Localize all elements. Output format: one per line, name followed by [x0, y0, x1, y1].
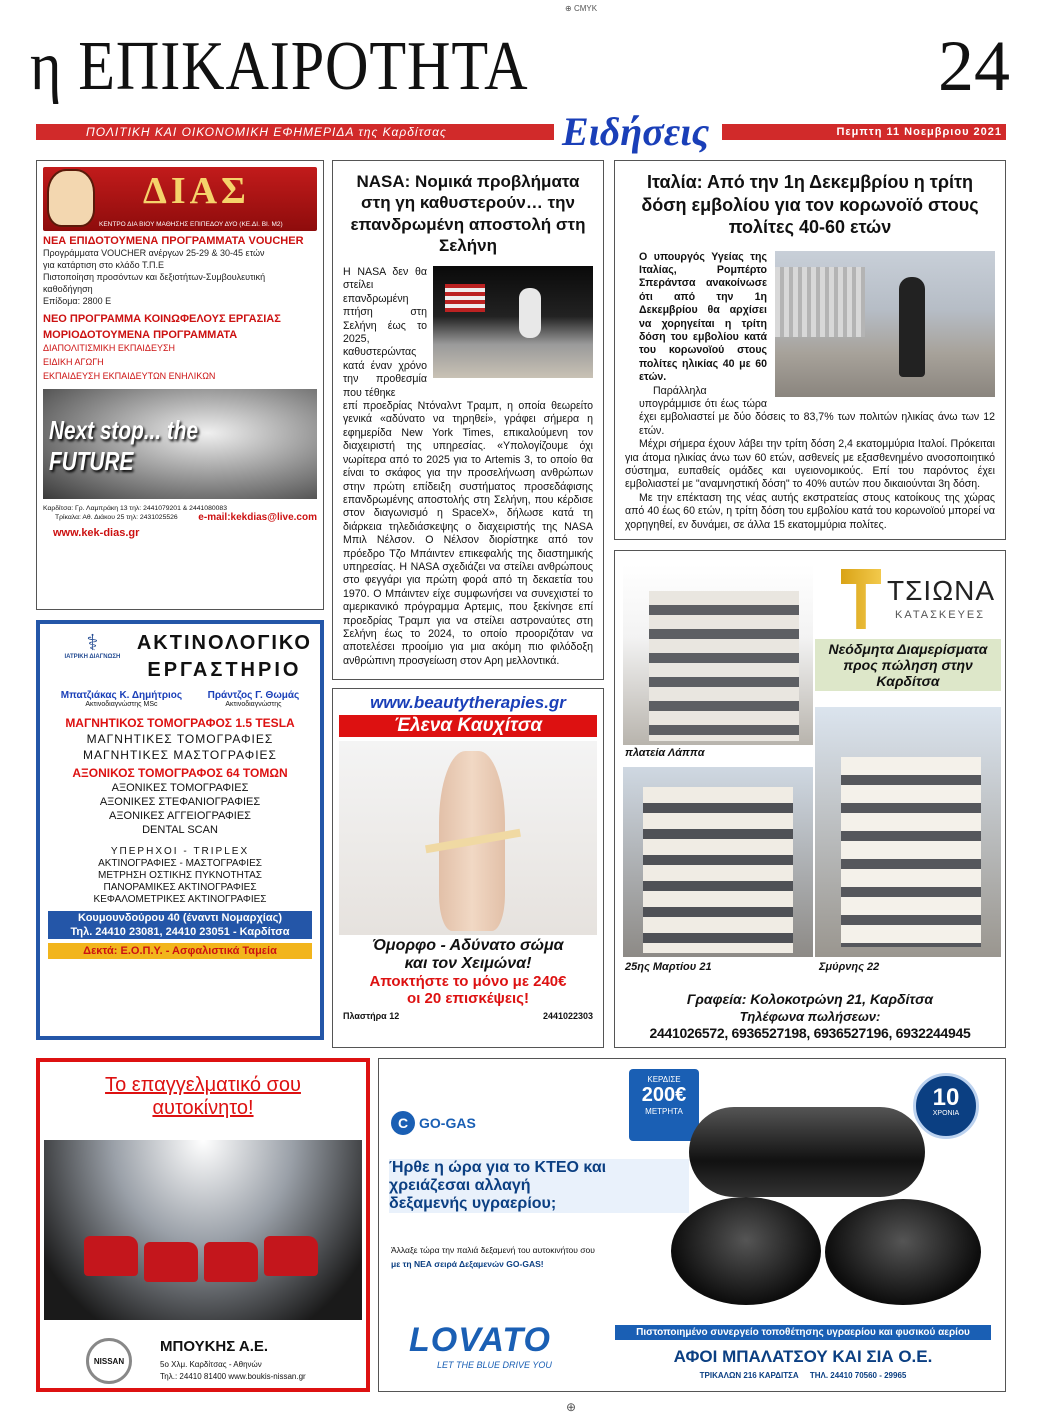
badge-amount: 200€	[641, 1084, 687, 1106]
building-floors	[643, 787, 793, 953]
gogas-certified: Πιστοποιημένο συνεργείο τοποθέτησης υγραερίου και φυσικού αερίου	[615, 1325, 991, 1340]
service-line: ΥΠΕΡΗΧΟΙ - TRIPLEX	[110, 846, 250, 857]
italy-article-title: Ιταλία: Από την 1η Δεκεμβρίου η τρίτη δόση εμβολίου για τον κορωνοϊό στους πολίτες 40-60 ετών	[641, 172, 979, 237]
building-floors	[841, 757, 981, 947]
beauty-slogan: και τον Χειμώνα!	[404, 955, 532, 972]
gogas-headline: δεξαμενής υγραερίου;	[389, 1195, 557, 1212]
masthead-title: η ΕΠΙΚΑΙΡΟΤΗΤΑ	[30, 28, 529, 105]
page-number: 24	[938, 26, 1010, 106]
nissan-headline: αυτοκίνητο!	[152, 1097, 254, 1119]
dias-lines1	[43, 247, 317, 307]
beauty-web[interactable]: www.beautytherapies.gr	[370, 693, 566, 712]
dias-head3: ΜΟΡΙΟΔΟΤΟΥΜΕΝΑ ΠΡΟΓΡΑΜΜΑΤΑ	[43, 329, 238, 341]
dias-lines2	[43, 341, 317, 383]
nissan-headline: Το επαγγελματικό σου	[105, 1074, 301, 1096]
tsiona-office: Γραφεία: Κολοκοτρώνη 21, Καρδίτσα	[686, 991, 934, 1007]
gogas-company: ΑΦΟΙ ΜΠΑΛΑΤΣΟΥ ΚΑΙ ΣΙΑ Ο.Ε.	[673, 1347, 933, 1366]
doctor-2	[208, 690, 300, 708]
headline-line: προς πώληση στην	[843, 657, 973, 673]
ad-gogas	[378, 1058, 1006, 1392]
building-photo-1	[623, 565, 813, 745]
gogas-c-icon: C	[391, 1111, 415, 1135]
gogas-address: ΤΡΙΚΑΛΩΝ 216 ΚΑΡΔΙΤΣΑ ΤΗΛ. 24410 70560 - 29965	[699, 1371, 907, 1380]
gas-tank-1	[689, 1107, 925, 1197]
caduceus-icon: ⚕	[86, 630, 99, 655]
service-line: ΑΞΟΝΙΚΕΣ ΣΤΕΦΑΝΙΟΓΡΑΦΙΕΣ	[99, 796, 261, 808]
warranty-sub: ΧΡΟΝΙΑ	[932, 1110, 960, 1117]
nasa-article-body	[343, 266, 593, 668]
service-line: ΑΞΟΝΙΚΕΣ ΤΟΜΟΓΡΑΦΙΕΣ	[111, 782, 249, 794]
doctor-name: Μπατζιάκας Κ. Δημήτριος	[60, 690, 183, 701]
lovato-tagline: LET THE BLUE DRIVE YOU	[437, 1360, 552, 1370]
italy-p2: Παράλληλα υπογράμμισε ότι έως τώρα έχει εμβολιαστεί με δύο δόσεις το 83,7% των πολιτών ηλικίας άνω των 12 ετών.	[639, 384, 995, 437]
service-line: ΑΞΟΝΙΚΕΣ ΑΓΓΕΙΟΓΡΑΦΙΕΣ	[109, 810, 251, 822]
ad-beauty	[332, 688, 604, 1048]
beauty-address: Πλαστήρα 12	[343, 1011, 400, 1021]
nasa-body: επί προεδρίας Ντόναλντ Τραμπ, η οποία θεωρείτο γενικά «αδύνατο να τηρηθεί», γράφει σήμερα η εφημερίδα New York Times, επικαλούμενη τον διαχειριστή της υπηρεσίας. «Υπολογίζουμε όχι νωρίτερα από το 2025 για το Artemis 3, το οποίο θα είναι το σκάφος για την προσελήνωση ανθρώπων στην πρώτη επίδειξη συστήματος προσεδάφισης επανδρωμένης αποστολής στη Σελήνη, που κέρδισε στον διαγωνισμό η SpaceX», δήλωσε κατά τη διάρκεια τηλεδιάσκεψης ο διαχειριστής της NASA Μπιλ Νέλσον. Ο Νέλσον διορίστηκε από τον πρόεδρο Τζο Μπάιντεν επικεφαλής της διαστημικής υπηρεσίας. Η NASA σχεδιάζει να στείλει ανθρώπους στο φεγγάρι για πρώτη φορά από τη δεκαετία του 1970. Ο Μπάιντεν είχε συμφωνήσει να συνεχιστεί το αμερικανικό πρόγραμμα Αρτεμις, που ξεκίνησε επί προεδρίας Τραμπ για να στείλει αστροναύτες στη Σελήνη έως το 2024, το οποίο προοριζόταν να αποτελέσει προοίμιο για μια ακόμη πιο φιλόδοξη ανθρώπινη προσγείωση στον Αρη μελλοντικά.	[343, 400, 593, 667]
us-flag-icon	[445, 284, 485, 312]
registration-mark: ⊕ CMYK	[565, 4, 598, 13]
radiology-header	[48, 632, 312, 682]
dias-line: Επίδομα: 2800 Ε	[43, 296, 112, 306]
masthead-subtitle: ΠΟΛΙΤΙΚΗ ΚΑΙ ΟΙΚΟΝΟΜΙΚΗ ΕΦΗΜΕΡΙΔΑ της Καρδίτσας	[36, 124, 554, 140]
issue-date: Πεμπτη 11 Νοεμβριου 2021	[722, 124, 1006, 140]
dias-center-name: ΚΕΝΤΡΟ ΔΙΑ ΒΙΟΥ ΜΑΘΗΣΗΣ ΕΠΙΠΕΔΟΥ ΔΥΟ (ΚΕ.ΔΙ. ΒΙ. Μ2)	[99, 221, 283, 228]
astronaut-photo	[433, 266, 593, 378]
nissan-company: ΜΠΟΥΚΗΣ Α.Ε.	[160, 1338, 269, 1355]
service-line: DENTAL SCAN	[142, 824, 218, 836]
beauty-offer: οι 20 επισκέψεις!	[407, 990, 529, 1007]
tsiona-logo	[835, 565, 995, 635]
pedestrian-figure	[899, 277, 925, 377]
beauty-body-photo	[339, 741, 597, 935]
dias-logo: ΔΙΑΣ	[143, 170, 250, 212]
cathedral-silhouette	[775, 267, 865, 337]
tsiona-headline	[815, 639, 1001, 691]
nissan-address: 5ο Χλμ. Καρδίτσας - Αθηνών	[160, 1360, 262, 1369]
van-icon	[264, 1236, 318, 1276]
gogas-logo-text: GO-GAS	[419, 1115, 476, 1131]
mri-heading: ΜΑΓΝΗΤΙΚΟΣ ΤΟΜΟΓΡΑΦΟΣ 1.5 TESLA	[65, 716, 295, 730]
dias-head2: ΝΕΟ ΠΡΟΓΡΑΜΜΑ ΚΟΙΝΩΦΕΛΟΥΣ ΕΡΓΑΣΙΑΣ	[43, 313, 281, 325]
dias-contact-row	[43, 512, 317, 523]
gogas-logo	[391, 1111, 476, 1135]
astronaut-figure	[519, 288, 541, 338]
milan-street-photo	[775, 251, 995, 397]
badge-bottom: ΜΕΤΡΗΤΑ	[645, 1107, 683, 1116]
gogas-headline-block	[389, 1159, 689, 1213]
building-photo-3	[815, 707, 1001, 957]
italy-article	[614, 160, 1006, 540]
dias-head1: ΝΕΑ ΕΠΙΔΟΤΟΥΜΕΝΑ ΠΡΟΓΡΑΜΜΑΤΑ VOUCHER	[43, 235, 304, 247]
radiology-title: ΕΡΓΑΣΤΗΡΙΟ	[147, 659, 302, 681]
service-line: ΚΕΦΑΛΟΜΕΤΡΙΚΕΣ ΑΚΤΙΝΟΓΡΑΦΙΕΣ	[93, 894, 267, 905]
lovato-logo	[409, 1321, 609, 1370]
ad-nissan	[36, 1058, 370, 1392]
service-line: ΜΑΓΝΗΤΙΚΕΣ ΤΟΜΟΓΡΑΦΙΕΣ	[86, 732, 274, 746]
doctor-title: Ακτινοδιαγνώστης	[225, 701, 282, 708]
ad-dias	[36, 160, 324, 610]
italy-p4: Με την επέκταση της νέας αυτής εκστρατείας στους κατοίκους της χώρας από 40 έως 60 ετών, η τρίτη δόση του εμβολίου κατά του κορωνοϊού μπορεί να χορηγηθεί, εν δυνάμει, σε άλλα 15 εκατομμύρια πολίτες.	[625, 491, 995, 531]
gogas-headline: Ήρθε η ώρα για το ΚΤΕΟ και	[389, 1159, 607, 1176]
dias-line: για κατάρτιση στο κλάδο Τ.Π.Ε	[43, 260, 164, 270]
radiology-address: Κουμουνδούρου 40 (έναντι Νομαρχίας)	[48, 911, 312, 925]
van-icon	[84, 1236, 138, 1276]
service-line: ΠΑΝΟΡΑΜΙΚΕΣ ΑΚΤΙΝΟΓΡΑΦΙΕΣ	[103, 882, 257, 893]
dias-email[interactable]: e-mail:kekdias@live.com	[198, 512, 317, 523]
dias-line: Πιστοποίηση προσόντων και δεξιοτήτων-Συμβουλευτική καθοδήγηση	[43, 272, 266, 294]
tsiona-brand-sub: ΚΑΤΑΣΚΕΥΕΣ	[895, 609, 986, 621]
italy-article-body	[625, 251, 995, 533]
nissan-logo	[86, 1338, 132, 1384]
beauty-phone: 2441022303	[542, 1011, 593, 1021]
ad-radiology	[36, 620, 324, 1040]
tsiona-phones: 2441026572, 6936527198, 6936527196, 6932244945	[649, 1025, 971, 1041]
nasa-lead: Η NASA δεν θα στείλει επανδρωμένη πτήση στη Σελήνη έως το 2025, καθυστερώντας κατά έναν χρόνο την προθεσμία που τέθηκε	[343, 266, 427, 399]
registration-mark-bottom: ⊕	[566, 1400, 577, 1414]
beauty-offer: Αποκτήστε το μόνο με 240€	[369, 973, 567, 990]
doctor-1	[61, 690, 182, 708]
gogas-prize-badge	[629, 1069, 699, 1141]
headline-line: Καρδίτσα	[876, 673, 940, 689]
van-icon	[144, 1242, 198, 1282]
building-photo-2	[623, 767, 813, 957]
radiology-title-block	[137, 632, 312, 682]
ct-heading: ΑΞΟΝΙΚΟΣ ΤΟΜΟΓΡΑΦΟΣ 64 ΤΟΜΩΝ	[72, 766, 288, 780]
dias-line: ΕΚΠΑΙΔΕΥΣΗ ΕΚΠΑΙΔΕΥΤΩΝ ΕΝΗΛΙΚΩΝ	[43, 371, 216, 381]
building-caption: 25ης Μαρτίου 21	[625, 961, 712, 973]
zeus-head-icon	[47, 169, 95, 227]
service-line: ΜΕΤΡΗΣΗ ΟΣΤΙΚΗΣ ΠΥΚΝΟΤΗΤΑΣ	[98, 870, 262, 881]
beauty-name: Έλενα Καυχίτσα	[339, 715, 597, 737]
van-icon	[204, 1242, 258, 1282]
radiology-lab-logo	[48, 632, 137, 660]
nasa-article-title: NASA: Νομικά προβλήματα στη γη καθυστερούν… την επανδρωμένη αποστολή στη Σελήνη	[350, 172, 586, 255]
gas-tank-2	[671, 1197, 821, 1305]
building-floors	[649, 591, 799, 741]
doctor-name: Πράντζος Γ. Θωμάς	[207, 690, 300, 701]
tsiona-t-icon	[841, 569, 881, 629]
badge-top: ΚΕΡΔΙΣΕ	[647, 1075, 681, 1084]
italy-p3: Μέχρι σήμερα έχουν λάβει την τρίτη δόση 2,4 εκατομμύρια Ιταλοί. Πρόκειται για άτομα ηλικίας άνω των 60 ετών, ασθενείς με εξασθενημένο ανοσοποιητικό σύστημα, ευπαθείς ομάδες και υγειονομικούς. Επί του παρόντος έχει εμβολιαστεί με "αναμνηστική δόση" το 40% αυτών που δικαιούνται 3η δόση.	[625, 438, 995, 491]
dias-address1: Καρδίτσα: Γρ. Λαμπράκη 13 τηλ: 2441079201 & 2441080083	[43, 505, 227, 512]
radiology-footer: Δεκτά: Ε.Ο.Π.Υ. - Ασφαλιστικά Ταμεία	[48, 943, 312, 959]
doctor-title: Ακτινοδιαγνώστης MSc	[85, 701, 158, 708]
italy-lead: Ο υπουργός Υγείας της Ιταλίας, Ρομπέρτο Σπεράντσα ανακοίνωσε ότι από την 1η Δεκεμβρίου θα αρχίσει να χορηγείται η τρίτη δόση του εμβολίου κατά του κορωνοϊού στους πολίτες ηλικίας 40 με 60 ετών.	[639, 250, 767, 384]
dias-address2: Τρίκαλα: Αθ. Διάκου 25 τηλ: 2431025526	[55, 514, 178, 521]
dias-line: Προγράμματα VOUCHER ανέργων 25-29 & 30-45 ετών	[43, 248, 265, 258]
nissan-vans-photo	[44, 1140, 362, 1320]
nissan-logo-text: NISSAN	[93, 1356, 125, 1366]
building-caption: πλατεία Λάππα	[625, 747, 705, 759]
warranty-badge	[913, 1073, 979, 1139]
tsiona-brand: ΤΣΙΩΝΑ	[887, 575, 996, 606]
nasa-article	[332, 160, 604, 680]
dias-line: ΔΙΑΠΟΛΙΤΙΣΜΙΚΗ ΕΚΠΑΙΔΕΥΣΗ	[43, 343, 176, 353]
lab-caption: ΙΑΤΡΙΚΗ ΔΙΑΓΝΩΣΗ	[64, 654, 121, 660]
nissan-contact: Τηλ.: 24410 81400 www.boukis-nissan.gr	[160, 1372, 306, 1381]
ad-tsiona	[614, 550, 1006, 1048]
gogas-sub: με τη ΝΕΑ σειρά Δεξαμενών GO-GAS!	[391, 1259, 544, 1269]
dias-line: ΕΙΔΙΚΗ ΑΓΩΓΗ	[43, 357, 104, 367]
gogas-sub: Άλλαξε τώρα την παλιά δεξαμενή του αυτοκινήτου σου	[391, 1245, 595, 1255]
headline-line: Νεόδμητα Διαμερίσματα	[828, 641, 988, 657]
building-caption: Σμύρνης 22	[819, 961, 880, 973]
radiology-phones: Τηλ. 24410 23081, 24410 23051 - Καρδίτσα	[48, 925, 312, 939]
dias-web[interactable]: www.kek-dias.gr	[53, 527, 140, 539]
radiology-doctors	[48, 690, 312, 708]
gogas-headline: χρειάζεσαι αλλαγή	[389, 1177, 531, 1194]
dias-future-image	[43, 389, 317, 499]
section-title: Ειδήσεις	[562, 109, 710, 154]
beauty-contact-row	[339, 1011, 597, 1021]
service-line: ΜΑΓΝΗΤΙΚΕΣ ΜΑΣΤΟΓΡΑΦΙΕΣ	[83, 748, 277, 762]
lovato-logo-text: LOVATO	[409, 1321, 551, 1359]
warranty-number: 10	[932, 1084, 960, 1111]
tsiona-phones-label: Τηλέφωνα πωλήσεων:	[739, 1009, 881, 1024]
radiology-title: ΑΚΤΙΝΟΛΟΓΙΚΟ	[136, 632, 312, 654]
dias-logo-banner	[43, 167, 317, 231]
future-image-text: Next stop... the FUTURE	[49, 415, 199, 476]
beauty-slogan: Όμορφο - Αδύνατο σώμα	[372, 937, 564, 954]
service-line: ΑΚΤΙΝΟΓΡΑΦΙΕΣ - ΜΑΣΤΟΓΡΑΦΙΕΣ	[98, 858, 262, 869]
gas-tank-3	[825, 1199, 981, 1305]
